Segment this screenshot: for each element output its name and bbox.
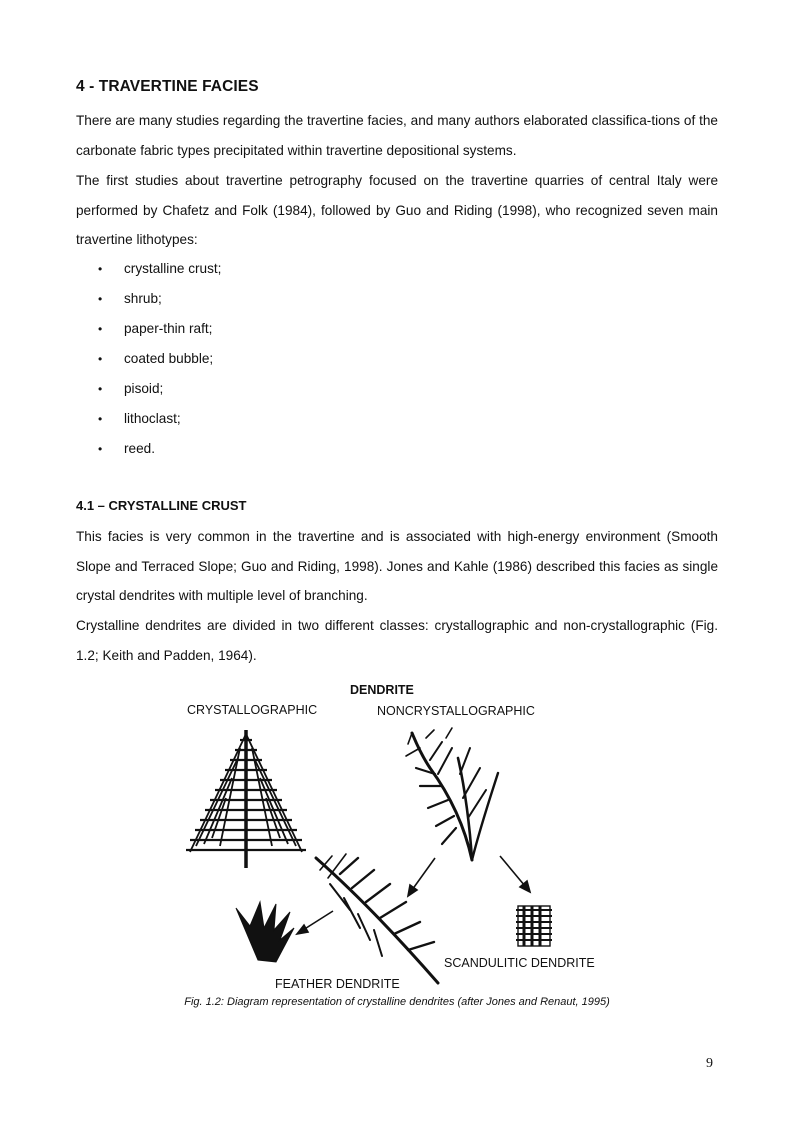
noncrystallographic-dendrite-illustration — [406, 728, 498, 860]
subsection-heading: 4.1 – CRYSTALLINE CRUST — [76, 498, 247, 513]
bullet-icon: • — [98, 412, 103, 426]
figure-label-feather: FEATHER DENDRITE — [275, 977, 400, 991]
bullet-icon: • — [98, 292, 103, 306]
page-number: 9 — [706, 1056, 713, 1071]
list-item: • lithoclast; — [98, 404, 221, 434]
figure-label-noncrystallographic: NONCRYSTALLOGRAPHIC — [377, 704, 535, 718]
section-heading: 4 - TRAVERTINE FACIES — [76, 78, 259, 95]
crystalline-crust-paragraph: This facies is very common in the travertine and is associated with high-energy environment (Smooth Slope and Terraced Slope; Guo and Riding, 1998). Jones and Kahle (1986) described this facies as single crystal dendrites with multiple level of branching. — [76, 529, 718, 604]
figure-label-dendrite: DENDRITE — [350, 683, 414, 697]
feather-tuft-illustration — [236, 902, 294, 962]
intro-paragraph: There are many studies regarding the travertine facies, and many authors elaborated classifica-tions of the carbonate fabric types precipitated within travertine depositional systems. — [76, 113, 718, 158]
crystallographic-dendrite-illustration — [186, 730, 306, 868]
bullet-icon: • — [98, 442, 103, 456]
list-item: • paper-thin raft; — [98, 314, 221, 344]
lithotype-list — [98, 254, 221, 464]
bullet-icon: • — [98, 322, 103, 336]
figure-caption: Fig. 1.2: Diagram representation of crystalline dendrites (after Jones and Renaut, 1995) — [184, 996, 610, 1008]
dendrite-diagram — [180, 678, 620, 998]
petrography-paragraph: The first studies about travertine petrography focused on the travertine quarries of central Italy were performed by Chafetz and Folk (1984), followed by Guo and Riding (1998), who recognized seven main travertine lithotypes: — [76, 173, 718, 248]
figure-label-crystallographic: CRYSTALLOGRAPHIC — [187, 703, 318, 717]
figure-label-scandulitic: SCANDULITIC DENDRITE — [444, 956, 595, 970]
arrows — [297, 856, 530, 934]
scandulitic-dendrite-illustration — [516, 906, 552, 946]
dendrite-classes-paragraph: Crystalline dendrites are divided in two different classes: crystallographic and non-crystallographic (Fig. 1.2; Keith and Padden, 1964). — [76, 618, 718, 663]
list-item: • coated bubble; — [98, 344, 221, 374]
list-item: • crystalline crust; — [98, 254, 221, 284]
list-item: • pisoid; — [98, 374, 221, 404]
list-item: • shrub; — [98, 284, 221, 314]
feather-dendrite-illustration — [316, 854, 438, 983]
bullet-icon: • — [98, 262, 103, 276]
bullet-icon: • — [98, 352, 103, 366]
list-item: • reed. — [98, 434, 221, 464]
bullet-icon: • — [98, 382, 103, 396]
